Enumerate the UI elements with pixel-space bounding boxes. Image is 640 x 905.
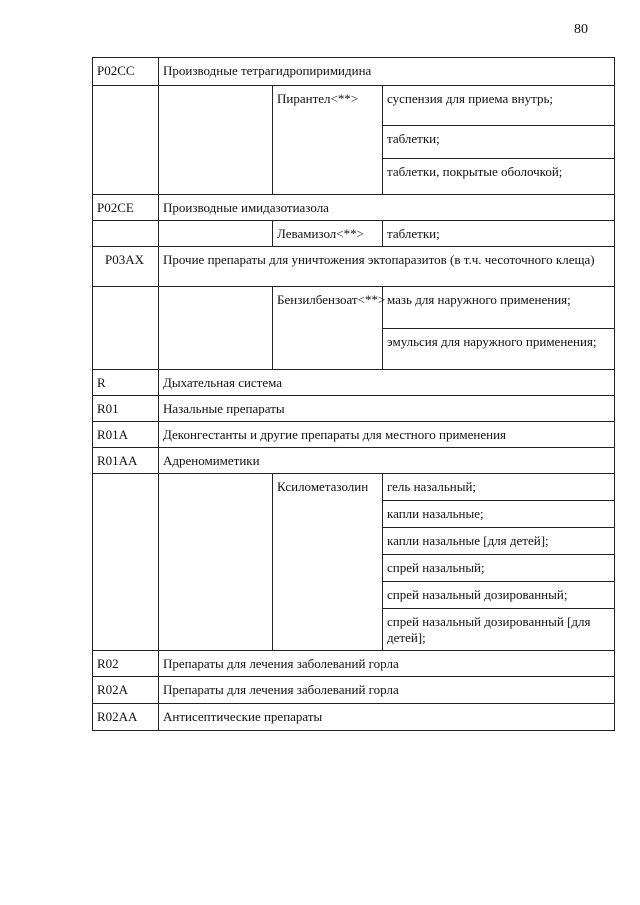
dosage-form: эмульсия для наружного применения; [383,329,615,370]
empty-name-cell [159,474,273,651]
group-row [93,677,615,704]
page-number: 80 [574,22,588,37]
dosage-form: суспензия для приема внутрь; [383,86,615,126]
group-title: Деконгестанты и другие препараты для местного применения [159,422,615,448]
group-row [93,195,615,221]
group-title: Препараты для лечения заболеваний горла [159,651,615,677]
drug-form-row [93,287,615,329]
atc-code: R01 [93,396,159,422]
atc-code: R02AA [93,704,159,731]
empty-code-cell [93,287,159,370]
group-title: Производные имидазотиазола [159,195,615,221]
drug-name: Бензилбензоат<**> [273,287,383,370]
empty-name-cell [159,86,273,195]
drug-form-row [93,86,615,126]
group-row [93,422,615,448]
dosage-form: мазь для наружного применения; [383,287,615,329]
group-title: Прочие препараты для уничтожения эктопаразитов (в т.ч. чесоточного клеща) [159,247,615,287]
drug-name: Пирантел<**> [273,86,383,195]
group-title: Антисептические препараты [159,704,615,731]
dosage-form: спрей назальный дозированный [для детей]; [383,609,615,651]
atc-code: P03AX [93,247,159,287]
dosage-form: таблетки, покрытые оболочкой; [383,159,615,195]
drug-name: Ксилометазолин [273,474,383,651]
drug-table [92,57,615,731]
group-row [93,448,615,474]
empty-code-cell [93,221,159,247]
dosage-form: таблетки; [383,221,615,247]
dosage-form: гель назальный; [383,474,615,501]
empty-code-cell [93,474,159,651]
group-row [93,247,615,287]
group-title: Дыхательная система [159,370,615,396]
group-row [93,651,615,677]
drug-form-row [93,474,615,501]
group-title: Адреномиметики [159,448,615,474]
group-title: Препараты для лечения заболеваний горла [159,677,615,704]
group-row [93,370,615,396]
empty-code-cell [93,86,159,195]
atc-code: R [93,370,159,396]
drug-form-row [93,221,615,247]
group-row [93,58,615,86]
dosage-form: капли назальные; [383,501,615,528]
atc-code: R01A [93,422,159,448]
group-row [93,396,615,422]
group-row [93,704,615,731]
group-title: Назальные препараты [159,396,615,422]
atc-code: P02CE [93,195,159,221]
atc-code: R01AA [93,448,159,474]
empty-name-cell [159,221,273,247]
dosage-form: спрей назальный; [383,555,615,582]
atc-code: P02CC [93,58,159,86]
drug-name: Левамизол<**> [273,221,383,247]
atc-code: R02 [93,651,159,677]
atc-code: R02A [93,677,159,704]
group-title: Производные тетрагидропиримидина [159,58,615,86]
dosage-form: спрей назальный дозированный; [383,582,615,609]
dosage-form: капли назальные [для детей]; [383,528,615,555]
table-body [93,58,615,731]
dosage-form: таблетки; [383,126,615,159]
empty-name-cell [159,287,273,370]
